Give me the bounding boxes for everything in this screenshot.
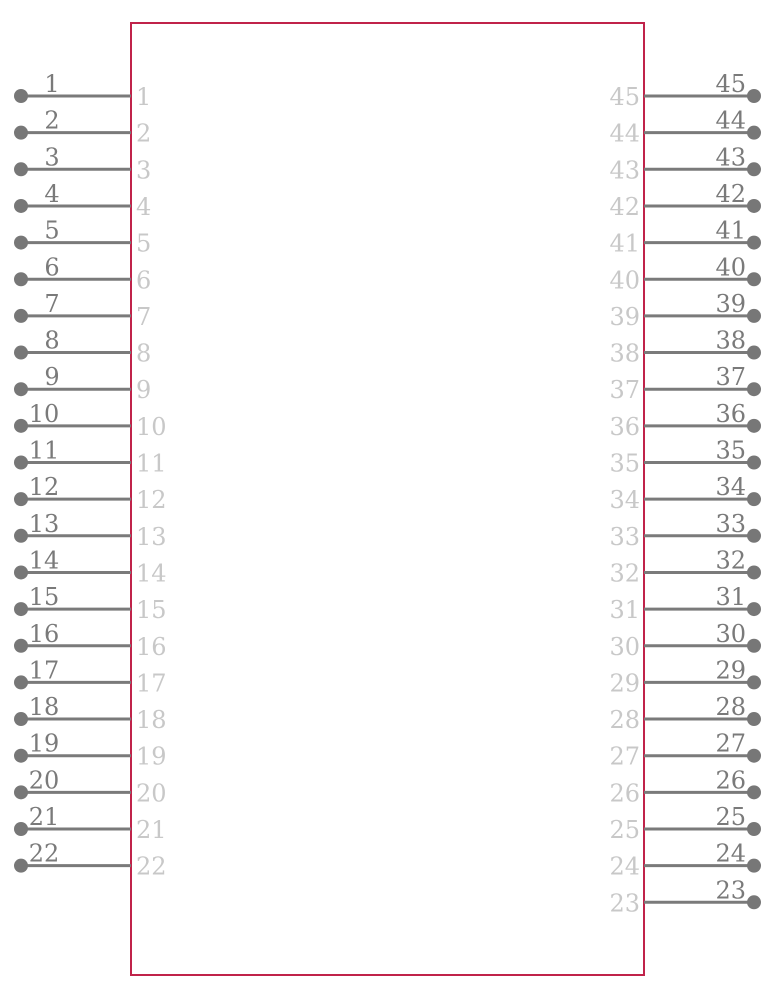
pin-number-inner: 33 — [609, 522, 640, 551]
pin-number-outer: 43 — [715, 143, 746, 172]
pin-number-outer: 10 — [28, 399, 60, 428]
pin-number-outer: 24 — [715, 839, 746, 868]
pin-endpoint — [747, 456, 761, 470]
pin-20 — [14, 766, 167, 807]
pin-endpoint — [747, 712, 761, 726]
pin-number-inner: 23 — [609, 889, 640, 918]
pin-endpoint — [747, 565, 761, 579]
pin-endpoint — [14, 236, 28, 250]
pin-number-inner: 40 — [609, 266, 640, 295]
pin-number-inner: 1 — [136, 83, 152, 111]
pin-number-outer: 25 — [715, 803, 746, 831]
pin-endpoint — [14, 492, 28, 506]
pin-number-outer: 17 — [28, 656, 60, 685]
pin-number-inner: 16 — [136, 632, 167, 661]
pin-19 — [14, 730, 167, 771]
pin-36 — [609, 400, 761, 441]
pin-number-outer: 30 — [715, 619, 746, 648]
pin-endpoint — [747, 785, 761, 799]
pin-number-inner: 36 — [609, 412, 640, 441]
pin-number-inner: 2 — [136, 119, 152, 148]
pin-number-outer: 33 — [715, 509, 746, 538]
pin-number-inner: 45 — [609, 83, 640, 111]
pin-number-outer: 11 — [28, 436, 60, 465]
pin-number-inner: 34 — [609, 486, 640, 515]
pin-number-inner: 41 — [609, 229, 640, 258]
pin-number-inner: 7 — [136, 302, 152, 331]
pin-38 — [609, 327, 761, 368]
pin-endpoint — [747, 602, 761, 616]
pin-number-outer: 20 — [28, 766, 60, 795]
pin-14 — [14, 546, 167, 587]
pin-41 — [609, 217, 761, 258]
pin-number-inner: 18 — [136, 706, 167, 735]
pin-number-inner: 6 — [136, 266, 152, 295]
pin-number-inner: 30 — [609, 632, 640, 661]
pin-number-outer: 28 — [715, 693, 746, 722]
pin-23 — [609, 876, 761, 917]
pin-number-outer: 19 — [28, 729, 60, 758]
pin-endpoint — [747, 639, 761, 653]
pin-number-outer: 44 — [715, 106, 746, 135]
pin-number-inner: 26 — [609, 779, 640, 808]
pin-number-inner: 32 — [609, 559, 640, 588]
pin-number-inner: 28 — [609, 706, 640, 735]
pin-number-outer: 35 — [715, 436, 746, 465]
pin-endpoint — [747, 895, 761, 909]
pin-43 — [609, 143, 761, 184]
pin-number-inner: 29 — [609, 669, 640, 698]
pin-number-outer: 45 — [715, 70, 746, 98]
pin-13 — [14, 510, 167, 551]
pin-26 — [609, 766, 761, 807]
pin-number-outer: 22 — [28, 839, 60, 868]
pin-28 — [609, 693, 761, 734]
pin-number-inner: 22 — [136, 852, 167, 881]
pin-number-outer: 7 — [44, 289, 60, 318]
pin-number-inner: 11 — [136, 449, 167, 478]
pin-32 — [609, 546, 761, 587]
pin-number-outer: 37 — [715, 363, 746, 392]
pin-endpoint — [14, 199, 28, 213]
pin-number-outer: 41 — [715, 216, 746, 245]
pin-number-inner: 43 — [609, 156, 640, 185]
pin-number-outer: 23 — [715, 876, 746, 905]
pin-number-outer: 31 — [715, 583, 746, 612]
pin-number-outer: 16 — [28, 619, 60, 648]
pin-12 — [14, 473, 167, 514]
pin-number-inner: 15 — [136, 596, 167, 625]
pin-number-outer: 42 — [715, 179, 746, 208]
left-pin-group — [14, 70, 167, 881]
pin-number-inner: 42 — [609, 192, 640, 221]
pin-number-outer: 2 — [44, 106, 60, 135]
pin-number-inner: 39 — [609, 302, 640, 331]
pin-endpoint — [14, 749, 28, 763]
pin-endpoint — [14, 126, 28, 140]
pin-number-inner: 31 — [609, 596, 640, 625]
pin-endpoint — [14, 529, 28, 543]
pin-30 — [609, 620, 761, 661]
pin-endpoint — [747, 272, 761, 286]
pin-24 — [609, 840, 761, 881]
pin-number-outer: 13 — [28, 509, 60, 538]
pin-number-outer: 40 — [715, 253, 746, 282]
pin-endpoint — [14, 162, 28, 176]
pin-10 — [14, 400, 167, 441]
pin-number-inner: 5 — [136, 229, 152, 258]
pin-number-inner: 21 — [136, 816, 167, 844]
pin-endpoint — [747, 199, 761, 213]
pin-number-outer: 36 — [715, 399, 746, 428]
pin-number-outer: 27 — [715, 729, 746, 758]
pin-endpoint — [14, 822, 28, 836]
pin-number-inner: 3 — [136, 156, 152, 185]
pin-34 — [609, 473, 761, 514]
pin-endpoint — [747, 419, 761, 433]
pin-number-inner: 24 — [609, 852, 640, 881]
pin-42 — [609, 180, 761, 221]
pin-endpoint — [14, 859, 28, 873]
pin-number-inner: 35 — [609, 449, 640, 478]
pin-number-outer: 38 — [715, 326, 746, 355]
pin-number-outer: 14 — [28, 546, 60, 575]
pin-number-inner: 17 — [136, 669, 167, 698]
pin-number-inner: 9 — [136, 376, 152, 405]
pin-number-outer: 12 — [28, 473, 60, 502]
pin-endpoint — [747, 382, 761, 396]
pin-45 — [609, 70, 761, 111]
pin-endpoint — [747, 675, 761, 689]
pin-endpoint — [14, 89, 28, 103]
pin-endpoint — [747, 859, 761, 873]
pin-endpoint — [14, 785, 28, 799]
component-body — [131, 23, 644, 975]
pin-number-outer: 34 — [715, 473, 746, 502]
pin-22 — [14, 840, 167, 881]
pin-number-inner: 25 — [609, 816, 640, 844]
pin-number-outer: 4 — [44, 179, 60, 208]
pin-16 — [14, 620, 167, 661]
pin-number-inner: 27 — [609, 742, 640, 771]
pin-27 — [609, 730, 761, 771]
pin-endpoint — [14, 675, 28, 689]
pin-number-outer: 6 — [44, 253, 60, 282]
pin-endpoint — [747, 89, 761, 103]
pin-endpoint — [14, 346, 28, 360]
pin-endpoint — [747, 822, 761, 836]
pin-number-outer: 8 — [44, 326, 60, 355]
pin-number-inner: 20 — [136, 779, 167, 808]
pin-endpoint — [14, 272, 28, 286]
pin-endpoint — [14, 456, 28, 470]
pin-21 — [14, 803, 167, 844]
pin-endpoint — [747, 309, 761, 323]
pin-11 — [14, 437, 167, 478]
pin-endpoint — [747, 749, 761, 763]
pin-endpoint — [14, 602, 28, 616]
pin-number-inner: 37 — [609, 376, 640, 405]
pin-endpoint — [747, 346, 761, 360]
pin-35 — [609, 437, 761, 478]
pin-number-outer: 15 — [28, 583, 60, 612]
pin-number-outer: 39 — [715, 289, 746, 318]
pin-endpoint — [747, 162, 761, 176]
pin-endpoint — [14, 419, 28, 433]
pin-number-outer: 1 — [44, 70, 60, 98]
pin-29 — [609, 656, 761, 697]
pin-25 — [609, 803, 761, 844]
pin-endpoint — [14, 309, 28, 323]
pin-37 — [609, 363, 761, 404]
pin-number-outer: 18 — [28, 693, 60, 722]
pin-number-inner: 14 — [136, 559, 167, 588]
right-pin-group — [609, 70, 761, 917]
pin-44 — [609, 107, 761, 148]
pin-number-outer: 21 — [28, 803, 60, 831]
pin-endpoint — [14, 712, 28, 726]
pin-number-inner: 19 — [136, 742, 167, 771]
pin-number-inner: 10 — [136, 412, 167, 441]
pin-number-outer: 32 — [715, 546, 746, 575]
pin-number-outer: 26 — [715, 766, 746, 795]
pin-number-inner: 4 — [136, 192, 152, 221]
pin-number-outer: 9 — [44, 363, 60, 392]
pin-endpoint — [747, 529, 761, 543]
pin-17 — [14, 656, 167, 697]
pin-endpoint — [747, 492, 761, 506]
pin-endpoint — [747, 236, 761, 250]
pin-33 — [609, 510, 761, 551]
pin-number-outer: 3 — [44, 143, 60, 172]
pin-number-inner: 38 — [609, 339, 640, 368]
pin-number-inner: 12 — [136, 486, 167, 515]
pin-number-outer: 5 — [44, 216, 60, 245]
pin-number-outer: 29 — [715, 656, 746, 685]
pin-15 — [14, 583, 167, 624]
pin-endpoint — [14, 565, 28, 579]
pin-18 — [14, 693, 167, 734]
pin-endpoint — [14, 639, 28, 653]
pin-number-inner: 8 — [136, 339, 152, 368]
pin-39 — [609, 290, 761, 331]
pin-number-inner: 44 — [609, 119, 640, 148]
pin-endpoint — [14, 382, 28, 396]
pin-endpoint — [747, 126, 761, 140]
pin-number-inner: 13 — [136, 522, 167, 551]
pin-31 — [609, 583, 761, 624]
pin-40 — [609, 253, 761, 294]
